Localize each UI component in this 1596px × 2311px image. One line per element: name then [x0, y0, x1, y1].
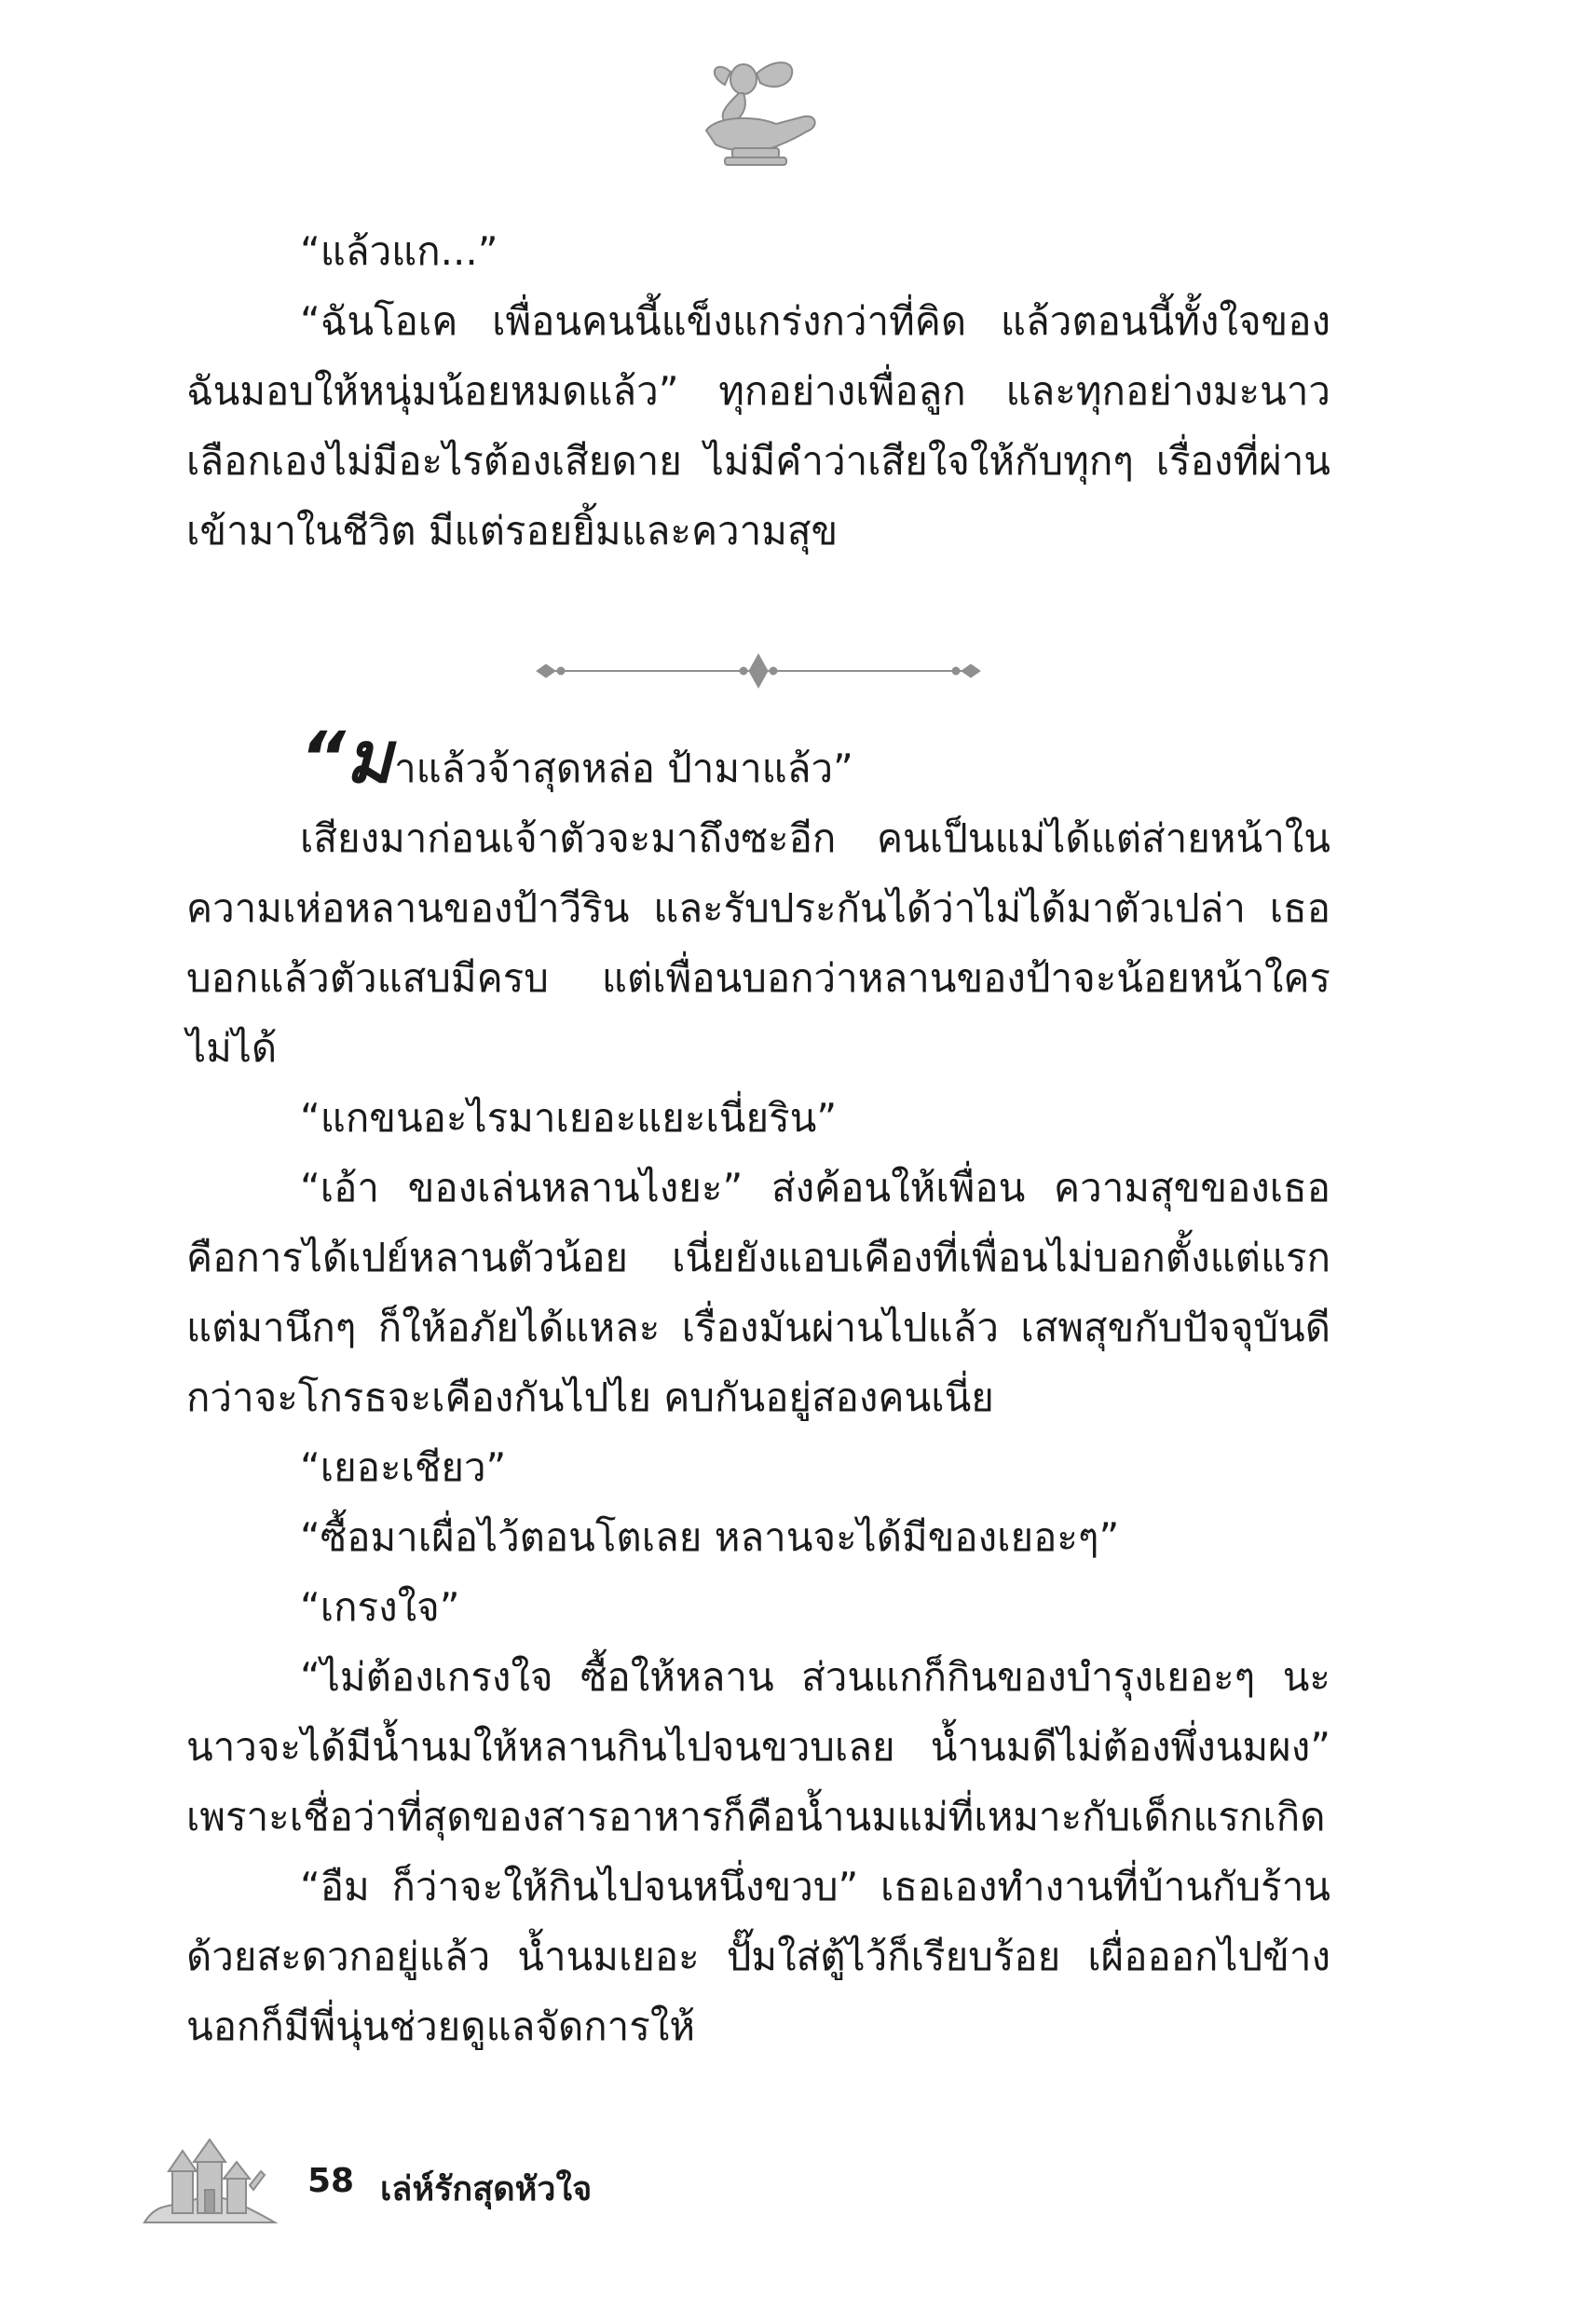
paragraph: “ฉันโอเค เพื่อนคนนี้แข็งแกร่งกว่าที่คิด แล้วตอนนี้ทั้งใจของฉันมอบให้หนุ่มน้อยหมดแล้ว” ทุกอย่างเพื่อลูก และทุกอย่างมะนาวเลือกเองไม่มีอะไรต้องเสียดาย ไม่มีคำว่าเสียใจให้กับทุกๆ เรื่องที่ผ่านเข้ามาในชีวิต มีแต่รอยยิ้มและความสุข [186, 298, 1330, 554]
book-title: เล่ห์รักสุดหัวใจ [380, 2170, 593, 2208]
text-block-top [186, 216, 1330, 566]
paragraph: “อืม ก็ว่าจะให้กินไปจนหนึ่งขวบ” เธอเองทำงานที่บ้านกับร้านด้วยสะดวกอยู่แล้ว น้ำนมเยอะ ปั๊มใส่ตู้ไว้ก็เรียบร้อย เผื่อออกไปข้างนอกก็มีพี่นุ่นช่วยดูแลจัดการให้ [186, 1864, 1330, 2049]
paragraph: “แล้วแก...” [300, 228, 498, 274]
opening-line-text: าแล้วจ้าสุดหล่อ ป้ามาแล้ว” [394, 745, 853, 791]
page-footer [140, 2134, 699, 2236]
paragraph: “แกขนอะไรมาเยอะแยะเนี่ยริน” [300, 1095, 838, 1141]
paragraph: “ไม่ต้องเกรงใจ ซื้อให้หลาน ส่วนแกก็กินของบำรุงเยอะๆ นะนาวจะได้มีน้ำนมให้หลานกินไปจนขวบเลย น้ำนมดีไม่ต้องพึ่งนมผง” เพราะเชื่อว่าที่สุดของสารอาหารก็คือน้ำนมแม่ที่เหมาะกับเด็กแรกเกิด [186, 1654, 1330, 1839]
paragraph: เสียงมาก่อนเจ้าตัวจะมาถึงซะอีก คนเป็นแม่ได้แต่ส่ายหน้าในความเห่อหลานของป้าวีริน และรับประกันได้ว่าไม่ได้มาตัวเปล่า เธอบอกแล้วตัวแสบมีครบ แต่เพื่อนบอกว่าหลานของป้าจะน้อยหน้าใครไม่ได้ [186, 815, 1330, 1071]
genie-lamp-logo-icon [688, 51, 827, 172]
drop-cap: “ม [300, 716, 393, 799]
castle-illustration-icon [140, 2134, 280, 2232]
paragraph: “เอ้า ของเล่นหลานไงยะ” ส่งค้อนให้เพื่อน ความสุขของเธอคือการได้เปย์หลานตัวน้อย เนี่ยยังแอบเคืองที่เพื่อนไม่บอกตั้งแต่แรก แต่มานึกๆ ก็ให้อภัยได้แหละ เรื่องมันผ่านไปแล้ว เสพสุขกับปัจจุบันดีกว่าจะโกรธจะเคืองกันไปไย คบกันอยู่สองคนเนี่ย [186, 1165, 1330, 1420]
text-block-main [186, 716, 1330, 2061]
paragraph: “ซื้อมาเผื่อไว้ตอนโตเลย หลานจะได้มีของเยอะๆ” [300, 1514, 1120, 1560]
paragraph: “เกรงใจ” [300, 1584, 460, 1630]
paragraph: “เยอะเชียว” [300, 1444, 507, 1490]
section-divider-ornament [535, 652, 982, 690]
opening-line [186, 716, 1330, 803]
page-number: 58 [307, 2162, 355, 2200]
